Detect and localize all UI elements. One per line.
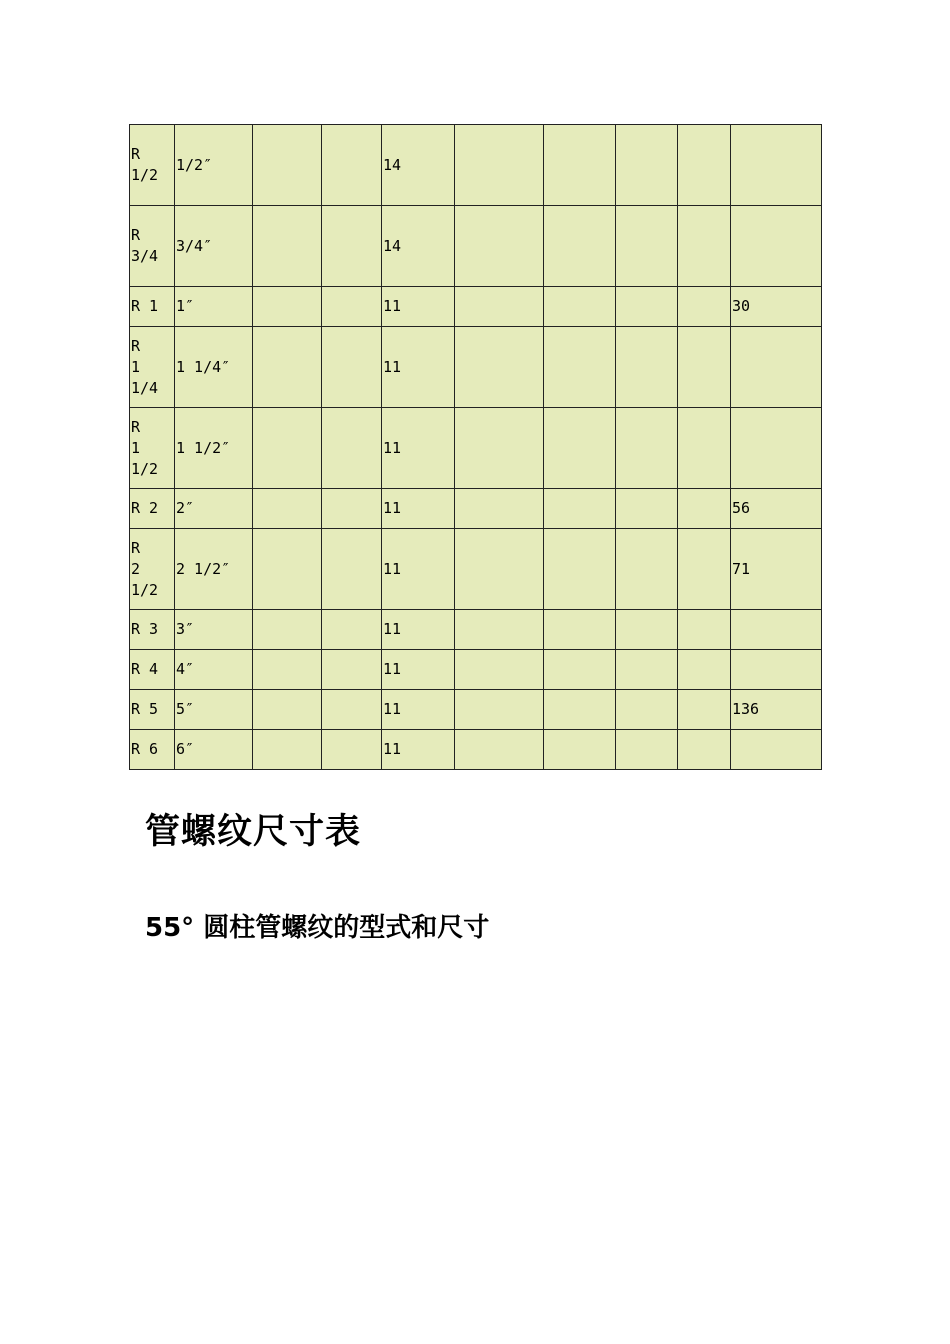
thread-code-cell: R 2 bbox=[130, 489, 175, 529]
empty-cell bbox=[253, 529, 322, 610]
empty-cell bbox=[616, 650, 678, 690]
last-value-cell: 136 bbox=[731, 690, 822, 730]
thread-size-cell: 1″ bbox=[175, 287, 253, 327]
empty-cell bbox=[544, 287, 616, 327]
empty-cell bbox=[544, 610, 616, 650]
empty-cell bbox=[253, 610, 322, 650]
thread-size-cell: 3″ bbox=[175, 610, 253, 650]
thread-code-cell: R 6 bbox=[130, 730, 175, 770]
threads-per-inch-cell: 11 bbox=[382, 610, 455, 650]
pipe-thread-table bbox=[129, 124, 822, 770]
empty-cell bbox=[616, 529, 678, 610]
thread-code-cell: R 1 bbox=[130, 287, 175, 327]
empty-cell bbox=[455, 408, 544, 489]
table-row bbox=[130, 206, 822, 287]
table-row bbox=[130, 489, 822, 529]
empty-cell bbox=[678, 610, 731, 650]
threads-per-inch-cell: 11 bbox=[382, 730, 455, 770]
thread-code-cell: R 3 bbox=[130, 610, 175, 650]
empty-cell bbox=[678, 489, 731, 529]
table-row bbox=[130, 610, 822, 650]
empty-cell bbox=[544, 690, 616, 730]
empty-cell bbox=[253, 690, 322, 730]
thread-code-cell: R 5 bbox=[130, 690, 175, 730]
empty-cell bbox=[322, 730, 382, 770]
thread-size-cell: 2 1/2″ bbox=[175, 529, 253, 610]
last-value-cell bbox=[731, 408, 822, 489]
table-row bbox=[130, 650, 822, 690]
empty-cell bbox=[616, 489, 678, 529]
thread-code-cell: R 1 1/4 bbox=[130, 327, 175, 408]
empty-cell bbox=[455, 730, 544, 770]
thread-code-cell: R 3/4 bbox=[130, 206, 175, 287]
empty-cell bbox=[616, 690, 678, 730]
empty-cell bbox=[544, 489, 616, 529]
last-value-cell bbox=[731, 650, 822, 690]
empty-cell bbox=[253, 125, 322, 206]
empty-cell bbox=[322, 408, 382, 489]
empty-cell bbox=[616, 287, 678, 327]
threads-per-inch-cell: 11 bbox=[382, 690, 455, 730]
thread-size-cell: 4″ bbox=[175, 650, 253, 690]
table-row bbox=[130, 529, 822, 610]
empty-cell bbox=[322, 327, 382, 408]
thread-size-cell: 1/2″ bbox=[175, 125, 253, 206]
table-row bbox=[130, 327, 822, 408]
last-value-cell bbox=[731, 610, 822, 650]
empty-cell bbox=[616, 327, 678, 408]
thread-size-cell: 1 1/2″ bbox=[175, 408, 253, 489]
threads-per-inch-cell: 11 bbox=[382, 529, 455, 610]
empty-cell bbox=[455, 489, 544, 529]
empty-cell bbox=[322, 690, 382, 730]
table-row bbox=[130, 730, 822, 770]
table-row bbox=[130, 125, 822, 206]
empty-cell bbox=[678, 408, 731, 489]
empty-cell bbox=[678, 125, 731, 206]
threads-per-inch-cell: 11 bbox=[382, 287, 455, 327]
last-value-cell bbox=[731, 730, 822, 770]
empty-cell bbox=[544, 125, 616, 206]
empty-cell bbox=[322, 206, 382, 287]
last-value-cell: 56 bbox=[731, 489, 822, 529]
empty-cell bbox=[322, 287, 382, 327]
threads-per-inch-cell: 11 bbox=[382, 650, 455, 690]
empty-cell bbox=[544, 730, 616, 770]
empty-cell bbox=[253, 489, 322, 529]
thread-code-cell: R 4 bbox=[130, 650, 175, 690]
empty-cell bbox=[322, 529, 382, 610]
empty-cell bbox=[544, 529, 616, 610]
threads-per-inch-cell: 11 bbox=[382, 327, 455, 408]
empty-cell bbox=[322, 650, 382, 690]
threads-per-inch-cell: 11 bbox=[382, 408, 455, 489]
empty-cell bbox=[455, 529, 544, 610]
empty-cell bbox=[253, 730, 322, 770]
last-value-cell bbox=[731, 206, 822, 287]
empty-cell bbox=[616, 408, 678, 489]
thread-size-cell: 3/4″ bbox=[175, 206, 253, 287]
thread-size-cell: 1 1/4″ bbox=[175, 327, 253, 408]
thread-size-cell: 5″ bbox=[175, 690, 253, 730]
empty-cell bbox=[678, 287, 731, 327]
thread-size-cell: 2″ bbox=[175, 489, 253, 529]
thread-size-cell: 6″ bbox=[175, 730, 253, 770]
empty-cell bbox=[322, 610, 382, 650]
empty-cell bbox=[544, 206, 616, 287]
empty-cell bbox=[678, 327, 731, 408]
last-value-cell bbox=[731, 327, 822, 408]
empty-cell bbox=[678, 206, 731, 287]
threads-per-inch-cell: 14 bbox=[382, 206, 455, 287]
empty-cell bbox=[322, 125, 382, 206]
thread-code-cell: R 1/2 bbox=[130, 125, 175, 206]
empty-cell bbox=[544, 327, 616, 408]
empty-cell bbox=[455, 287, 544, 327]
table-body bbox=[130, 125, 822, 770]
last-value-cell: 30 bbox=[731, 287, 822, 327]
empty-cell bbox=[616, 730, 678, 770]
empty-cell bbox=[678, 529, 731, 610]
empty-cell bbox=[253, 287, 322, 327]
empty-cell bbox=[544, 408, 616, 489]
table-row bbox=[130, 690, 822, 730]
table-row bbox=[130, 408, 822, 489]
empty-cell bbox=[253, 327, 322, 408]
empty-cell bbox=[455, 206, 544, 287]
empty-cell bbox=[253, 650, 322, 690]
empty-cell bbox=[678, 690, 731, 730]
empty-cell bbox=[455, 650, 544, 690]
thread-code-cell: R 1 1/2 bbox=[130, 408, 175, 489]
empty-cell bbox=[253, 206, 322, 287]
empty-cell bbox=[253, 408, 322, 489]
empty-cell bbox=[455, 125, 544, 206]
section-subtitle: 55° 圆柱管螺纹的型式和尺寸 bbox=[145, 913, 490, 943]
last-value-cell: 71 bbox=[731, 529, 822, 610]
threads-per-inch-cell: 14 bbox=[382, 125, 455, 206]
empty-cell bbox=[455, 690, 544, 730]
table-row bbox=[130, 287, 822, 327]
empty-cell bbox=[616, 610, 678, 650]
empty-cell bbox=[678, 730, 731, 770]
empty-cell bbox=[678, 650, 731, 690]
thread-code-cell: R 2 1/2 bbox=[130, 529, 175, 610]
page-title: 管螺纹尺寸表 bbox=[145, 812, 362, 852]
empty-cell bbox=[455, 610, 544, 650]
empty-cell bbox=[455, 327, 544, 408]
empty-cell bbox=[616, 206, 678, 287]
empty-cell bbox=[616, 125, 678, 206]
empty-cell bbox=[322, 489, 382, 529]
last-value-cell bbox=[731, 125, 822, 206]
threads-per-inch-cell: 11 bbox=[382, 489, 455, 529]
empty-cell bbox=[544, 650, 616, 690]
